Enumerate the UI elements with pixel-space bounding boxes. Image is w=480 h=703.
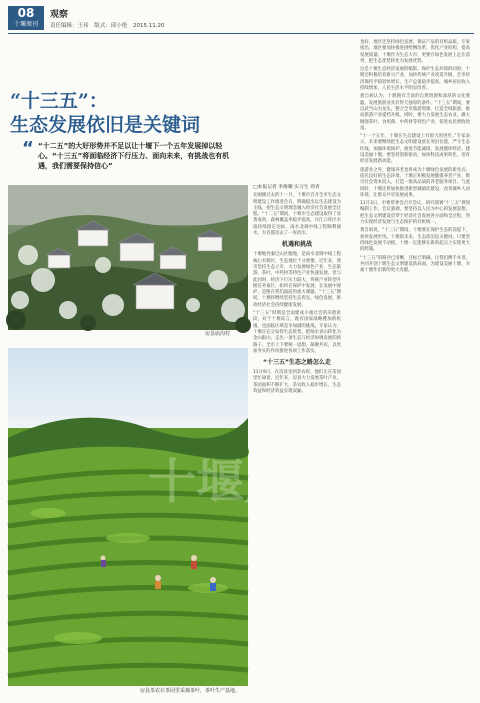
paragraph: 11月3日，市委常委会召开会议，研究部署“十三五”规划编制工作。会议强调，要坚持以人民为中心的发展思想，把生态文明建设贯穿于经济社会发展各方面和全过程，努力实现经济发展与生态保护的有机统一。 — [360, 201, 470, 226]
paragraph: 这是十堰生态经济发展的缩影。保护生态环境的同时，十堰还积极培育新兴产业，加快传统产业改造升级，全市经济保持平稳较快增长，生产总值稳步提高，城乡居民收入持续增加，人民生活水平明显改善。 — [360, 67, 470, 92]
paragraph: 11月9日，在房县见到茶农时，他们正在茶园里忙碌着。近年来，房县大力发展茶叶产业，茶园面积不断扩大，茶农收入稳步增长，生态效益和经济效益实现双赢。 — [253, 370, 341, 395]
watermark-text: 十堰周刊 — [148, 454, 341, 510]
subheading-opportunity: 机遇和挑战 — [281, 241, 312, 249]
subheading-path: “十三五”生态之路怎么走 — [263, 359, 331, 367]
editor: 责任编辑：王玮 — [50, 23, 89, 29]
paragraph: 旅游业之外，健康养老也将成为十堰绿色发展的新亮点。依托良好的生态环境，十堰正积极发展健康养老产业，吸引社会资本投入，打造一批高品质的养老服务项目。与此同时，十堰还将加快推进新型城镇化建设，改善城乡人居环境，让群众共享发展成果。 — [360, 167, 470, 198]
paragraph: 也好，地区还坚持绿色发展，保证产品的有机品质。专家指出，地区要加快推进供给侧改革，优化产业结构，提高发展质量。十堰作为生态大市，更要在绿色发展上走在前列，把生态优势转化为发展优势。 — [360, 40, 470, 64]
village-photo — [8, 185, 248, 330]
section-title: 观察 — [50, 10, 69, 20]
credit-line — [50, 21, 169, 29]
quote-mark-icon: “ — [22, 138, 34, 159]
photo-caption-2: 房县茶农在茶园里采摘茶叶，茶叶生产基地。 — [140, 688, 241, 694]
paragraph: 龚自炳认为，十堰拥有丰富的自然资源和深厚的文化底蕴，发展旅游业具有得天独厚的条件。“十三五”期间，要以武当山为龙头，整合全市旅游资源，打造全域旅游，推动旅游产业提档升级。同时，要大力发展生态农业，做大做强茶叶、食用菌、中药材等特色产业，促进农民增收致富。 — [360, 94, 470, 131]
headline-line2: 生态发展依旧是关键词 — [10, 114, 201, 136]
paper-name: 十堰周刊 — [8, 20, 44, 30]
page-header — [0, 0, 480, 40]
page-number: 08 — [8, 6, 44, 20]
designer: 版式：邱小艳 — [94, 23, 128, 29]
paragraph: “十三五”的路径已清晰，目标已明确。让我们携手并进，共同开创十堰生态文明建设新局面，为建设美丽十堰、幸福十堰作出新的更大贡献。 — [360, 255, 470, 274]
headline-line1: “十三五”： — [10, 90, 108, 112]
paragraph: 十堰地处秦巴山区腹地，是南水北调中线工程核心水源区，生态地位十分重要。近年来，我市坚持生态立市，大力发展绿色产业，生态旅游、茶叶、中药材等特色产业快速发展。但与此同时，经济下行压力较大，传统产业转型升级任务艰巨，如何在保护中发展、在发展中保护，是摆在我们面前的重大课题。“十三五”期间，十堰将继续坚持生态优先、绿色发展，推动经济社会持续健康发展。 — [253, 252, 341, 308]
lead-paragraph: “十二五”的大好形势并不足以让十堰下一个五年发展掉以轻心。“十三五”将面临经济下行压力、面向未来，有挑战也有机遇，我们需要保持信心” — [38, 142, 230, 170]
paragraph: 在刚刚过去的十一月，十堰市召开全市生态文明建设工作推进会议，明确提出以生态建设为主线，把生态文明理念融入经济社会发展全过程。“十二五”期间，十堰市生态建设取得了显著成效，森林覆盖率稳步提高，丹江口库区水质持续稳定达标，南水北调中线工程顺利通水，为首都送去了一库清水。 — [253, 193, 341, 237]
issue-date: 2015.11.20 — [133, 23, 165, 29]
paragraph: “十一个五年，十堰在生态建设上有很大的进步。”专家表示，未来要继续把生态文明建设放在突出位置，严守生态红线，加强环境保护，推进节能减排，发展循环经济，建设美丽十堰。要坚持创新驱动，加快科技成果转化，培育经济发展新动能。 — [360, 134, 470, 165]
article-column-3 — [253, 185, 341, 690]
photo-caption-1: 房县庙沟村 — [205, 331, 231, 337]
paragraph: “十三五”时期是全面建成小康社会的决胜阶段，对于十堰而言，既有国家战略叠加的机遇，也面临区域竞争加剧的挑战。专家认为，十堰应充分发挥生态优势，把绿水青山转化为金山银山，走出一条生态与经济协调发展的新路子。全市上下要统一思想，凝聚共识，以更加务实的作风推进各项工作落实。 — [253, 311, 341, 354]
byline: □本报记者 李俊耀 实习生 周青 — [253, 185, 320, 190]
article-column-4 — [360, 40, 470, 695]
header-rule — [8, 33, 474, 34]
paragraph: 龚自炳说，“十三五”期间，十堰要在保护生态的前提下，加快发展步伐。十堰的未来，生态依旧是关键词。只要坚持绿色发展不动摇，十堰一定能够在新的起点上实现更大的跨越。 — [360, 228, 470, 253]
